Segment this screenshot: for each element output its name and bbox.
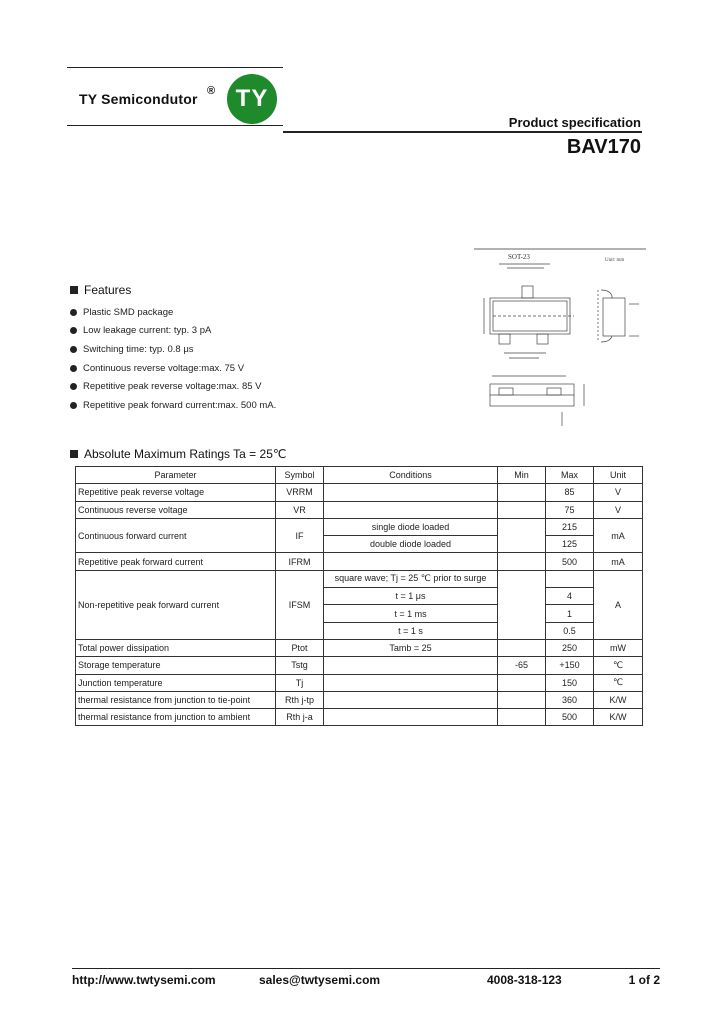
- feature-item: Low leakage current: typ. 3 pA: [70, 322, 276, 341]
- cell-max: +150: [546, 657, 594, 674]
- table-row: [76, 518, 643, 535]
- cell-cond: [324, 553, 498, 570]
- page-number: 1 of 2: [628, 973, 660, 987]
- col-header-unit: Unit: [594, 467, 643, 484]
- cell-cond: single diode loaded: [324, 518, 498, 535]
- cell-param: Repetitive peak reverse voltage: [76, 484, 276, 501]
- cell-param: thermal resistance from junction to tie-point: [76, 691, 276, 708]
- cell-max: 0.5: [546, 622, 594, 639]
- cell-min: [498, 570, 546, 639]
- bullet-icon: [70, 402, 77, 409]
- cell-param: Non-repetitive peak forward current: [76, 570, 276, 639]
- square-bullet-icon: [70, 286, 78, 294]
- cell-unit: K/W: [594, 709, 643, 726]
- cell-unit: ℃: [594, 657, 643, 674]
- table-row: [76, 484, 643, 501]
- cell-max: [546, 570, 594, 587]
- cell-max: 75: [546, 501, 594, 518]
- cell-max: 360: [546, 691, 594, 708]
- absolute-max-ratings-table: [75, 466, 643, 726]
- ratings-heading: [70, 447, 286, 461]
- table-header-row: [76, 467, 643, 484]
- cell-symbol: Tstg: [276, 657, 324, 674]
- footer-phone: 4008-318-123: [487, 973, 562, 987]
- cell-symbol: IF: [276, 518, 324, 553]
- bullet-icon: [70, 327, 77, 334]
- bullet-icon: [70, 309, 77, 316]
- cell-param: thermal resistance from junction to ambient: [76, 709, 276, 726]
- cell-symbol: Tj: [276, 674, 324, 691]
- cell-symbol: Rth j-a: [276, 709, 324, 726]
- cell-min: [498, 518, 546, 553]
- cell-min: -65: [498, 657, 546, 674]
- side-view: [598, 290, 639, 342]
- features-list: [70, 303, 276, 415]
- feature-item: Switching time: typ. 0.8 μs: [70, 340, 276, 359]
- cell-min: [498, 691, 546, 708]
- cell-max: 4: [546, 588, 594, 605]
- feature-item: Plastic SMD package: [70, 303, 276, 322]
- header-long-rule: [283, 131, 642, 133]
- cell-param: Storage temperature: [76, 657, 276, 674]
- cell-max: 500: [546, 709, 594, 726]
- col-header-min: Min: [498, 467, 546, 484]
- cell-min: [498, 709, 546, 726]
- cell-param: Total power dissipation: [76, 639, 276, 656]
- footer-website-link[interactable]: http://www.twtysemi.com: [72, 973, 216, 987]
- table-row: [76, 570, 643, 587]
- registered-mark: ®: [207, 85, 216, 97]
- feature-item: Repetitive peak reverse voltage:max. 85 V: [70, 377, 276, 396]
- cell-cond: double diode loaded: [324, 536, 498, 553]
- sot23-package-drawing: [474, 246, 646, 432]
- cell-symbol: IFSM: [276, 570, 324, 639]
- cell-unit: ℃: [594, 674, 643, 691]
- cell-max: 125: [546, 536, 594, 553]
- col-header-symbol: Symbol: [276, 467, 324, 484]
- cell-unit: K/W: [594, 691, 643, 708]
- cell-cond: t = 1 s: [324, 622, 498, 639]
- cell-cond: t = 1 μs: [324, 588, 498, 605]
- cell-cond: [324, 484, 498, 501]
- table-row: [76, 691, 643, 708]
- cell-max: 250: [546, 639, 594, 656]
- cell-cond: [324, 501, 498, 518]
- cell-symbol: Rth j-tp: [276, 691, 324, 708]
- cell-min: [498, 501, 546, 518]
- cell-symbol: IFRM: [276, 553, 324, 570]
- cell-cond: [324, 691, 498, 708]
- company-logo: [227, 74, 277, 124]
- table-row: [76, 553, 643, 570]
- features-title: Features: [84, 283, 132, 297]
- cell-symbol: VRRM: [276, 484, 324, 501]
- cell-cond: square wave; Tj = 25 ℃ prior to surge: [324, 570, 498, 587]
- package-title: SOT-23: [508, 253, 530, 261]
- cell-max: 85: [546, 484, 594, 501]
- package-unit: Unit: mm: [605, 258, 625, 263]
- features-heading: [70, 283, 131, 297]
- table-row: [76, 639, 643, 656]
- bullet-icon: [70, 346, 77, 353]
- ratings-title: Absolute Maximum Ratings Ta = 25℃: [84, 447, 287, 461]
- cell-unit: V: [594, 501, 643, 518]
- cell-cond: Tamb = 25: [324, 639, 498, 656]
- cell-unit: A: [594, 570, 643, 639]
- feature-item: Repetitive peak forward current:max. 500 mA.: [70, 396, 276, 415]
- cell-param: Junction temperature: [76, 674, 276, 691]
- cell-max: 1: [546, 605, 594, 622]
- logo-text: TY: [235, 85, 269, 112]
- cell-unit: mA: [594, 553, 643, 570]
- cell-param: Continuous forward current: [76, 518, 276, 553]
- footer-email-link[interactable]: sales@twtysemi.com: [259, 973, 381, 987]
- bottom-view: [490, 376, 584, 426]
- feature-item: Continuous reverse voltage:max. 75 V: [70, 359, 276, 378]
- cell-symbol: Ptot: [276, 639, 324, 656]
- cell-min: [498, 674, 546, 691]
- header-top-rule: [67, 67, 283, 68]
- cell-max: 500: [546, 553, 594, 570]
- top-view: [484, 264, 574, 358]
- footer-rule: [72, 968, 660, 969]
- cell-max: 150: [546, 674, 594, 691]
- cell-cond: t = 1 ms: [324, 605, 498, 622]
- cell-cond: [324, 709, 498, 726]
- cell-min: [498, 553, 546, 570]
- document-type: Product specification: [508, 115, 641, 130]
- bullet-icon: [70, 365, 77, 372]
- cell-unit: mW: [594, 639, 643, 656]
- cell-param: Continuous reverse voltage: [76, 501, 276, 518]
- brand-name: TY Semicondutor: [79, 91, 198, 107]
- col-header-parameter: Parameter: [76, 467, 276, 484]
- table-row: [76, 501, 643, 518]
- header-short-rule: [67, 125, 283, 126]
- cell-min: [498, 639, 546, 656]
- cell-max: 215: [546, 518, 594, 535]
- part-number: BAV170: [566, 136, 641, 158]
- cell-symbol: VR: [276, 501, 324, 518]
- col-header-conditions: Conditions: [324, 467, 498, 484]
- cell-param: Repetitive peak forward current: [76, 553, 276, 570]
- cell-cond: [324, 657, 498, 674]
- cell-min: [498, 484, 546, 501]
- bullet-icon: [70, 383, 77, 390]
- cell-cond: [324, 674, 498, 691]
- cell-unit: V: [594, 484, 643, 501]
- table-row: [76, 674, 643, 691]
- table-row: [76, 709, 643, 726]
- table-row: [76, 657, 643, 674]
- col-header-max: Max: [546, 467, 594, 484]
- square-bullet-icon: [70, 450, 78, 458]
- cell-unit: mA: [594, 518, 643, 553]
